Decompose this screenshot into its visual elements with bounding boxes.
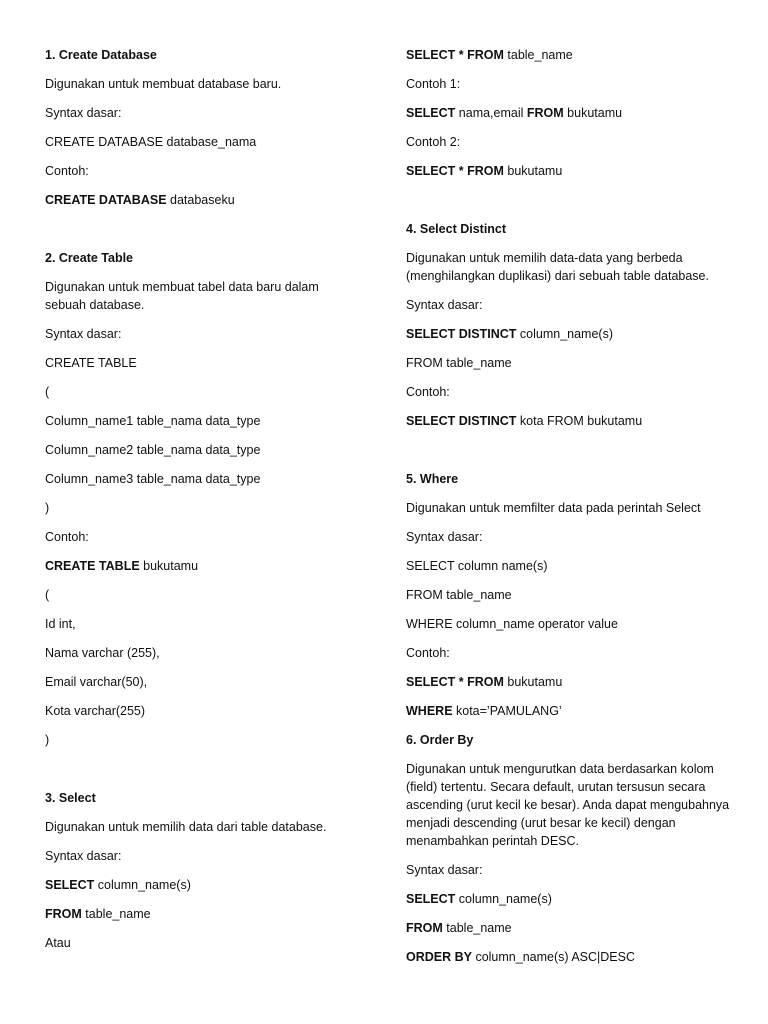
text-run: Contoh: — [406, 646, 450, 660]
code-line — [406, 919, 736, 948]
text-run: ) — [45, 501, 50, 515]
left-column — [45, 46, 345, 963]
bold-keyword: FROM — [406, 921, 443, 935]
text-run: Atau — [45, 936, 71, 950]
spacer — [406, 191, 736, 220]
spacer — [45, 220, 345, 249]
text-run: Column_name1 table_nama data_type — [45, 414, 261, 428]
text-run: bukutamu — [503, 164, 563, 178]
text-line — [45, 528, 345, 557]
text-run: Digunakan untuk memilih data-data yang berbeda (menghilangkan duplikasi) dari sebuah table database. — [406, 251, 709, 283]
text-run: kota=’PAMULANG’ — [452, 704, 562, 718]
text-run: Kota varchar(255) — [45, 704, 146, 718]
heading-select-distinct — [406, 220, 736, 249]
code-line — [45, 383, 345, 412]
code-line — [45, 673, 345, 702]
bold-keyword: FROM — [45, 907, 82, 921]
code-line — [45, 615, 345, 644]
bold-keyword: SELECT * FROM — [406, 164, 504, 178]
code-line — [406, 702, 736, 731]
text-line — [406, 133, 736, 162]
code-line — [406, 615, 736, 644]
code-line — [406, 890, 736, 919]
bold-keyword: SELECT — [45, 878, 95, 892]
text-line — [406, 861, 736, 890]
text-line — [406, 383, 736, 412]
text-run: Column_name3 table_nama data_type — [45, 472, 261, 486]
code-line — [45, 557, 345, 586]
text-run: FROM table_name — [406, 356, 512, 370]
text-run: FROM table_name — [406, 588, 512, 602]
code-line — [45, 133, 345, 162]
text-run: CREATE DATABASE database_nama — [45, 135, 257, 149]
heading-where — [406, 470, 736, 499]
text-run: bukutamu — [563, 106, 623, 120]
text-run: Contoh 1: — [406, 77, 461, 91]
text-line — [406, 296, 736, 325]
spacer — [406, 441, 736, 470]
bold-keyword: SELECT * FROM — [406, 48, 504, 62]
text-run: Syntax dasar: — [45, 327, 122, 341]
text-run: Digunakan untuk memilih data dari table database. — [45, 820, 327, 834]
text-run: Contoh: — [45, 164, 89, 178]
text-line — [406, 75, 736, 104]
code-line — [45, 412, 345, 441]
text-run: Id int, — [45, 617, 76, 631]
heading-order-by — [406, 731, 736, 760]
text-run: ) — [45, 733, 50, 747]
text-run: column_name(s) — [455, 892, 552, 906]
text-run: Syntax dasar: — [45, 849, 122, 863]
text-line — [406, 499, 736, 528]
text-run: ( — [45, 385, 50, 399]
text-run: kota FROM bukutamu — [516, 414, 643, 428]
text-line — [45, 75, 345, 104]
text-run: Email varchar(50), — [45, 675, 148, 689]
text-run: table_name — [81, 907, 151, 921]
text-line — [45, 818, 345, 847]
text-run: Syntax dasar: — [45, 106, 122, 120]
bold-keyword: 5. Where — [406, 472, 459, 486]
text-run: WHERE column_name operator value — [406, 617, 618, 631]
code-line — [406, 325, 736, 354]
code-line — [406, 46, 736, 75]
text-run: Contoh 2: — [406, 135, 461, 149]
bold-keyword: FROM — [526, 106, 564, 120]
text-run: SELECT column name(s) — [406, 559, 548, 573]
code-line — [45, 441, 345, 470]
bold-keyword: SELECT * FROM — [406, 675, 504, 689]
text-run: bukutamu — [139, 559, 199, 573]
bold-keyword: SELECT — [406, 106, 456, 120]
code-line — [45, 499, 345, 528]
text-line — [45, 325, 345, 354]
bold-keyword: 4. Select Distinct — [406, 222, 507, 236]
text-run: Digunakan untuk memfilter data pada perintah Select — [406, 501, 701, 515]
bold-keyword: 2. Create Table — [45, 251, 134, 265]
text-run: CREATE TABLE — [45, 356, 137, 370]
spacer — [45, 760, 345, 789]
bold-keyword: SELECT — [406, 892, 456, 906]
code-line — [406, 162, 736, 191]
text-run: Syntax dasar: — [406, 298, 483, 312]
code-line — [45, 702, 345, 731]
text-run: column_name(s) ASC|DESC — [471, 950, 636, 964]
text-paragraph — [45, 278, 345, 314]
text-run: Contoh: — [45, 530, 89, 544]
code-line — [406, 673, 736, 702]
text-paragraph — [406, 760, 736, 850]
heading-select — [45, 789, 345, 818]
heading-create-database — [45, 46, 345, 75]
text-run: column_name(s) — [94, 878, 191, 892]
code-line — [45, 191, 345, 220]
bold-keyword: ORDER BY — [406, 950, 472, 964]
text-run: Column_name2 table_nama data_type — [45, 443, 261, 457]
code-line — [406, 412, 736, 441]
text-run: ( — [45, 588, 50, 602]
text-line — [406, 528, 736, 557]
bold-keyword: SELECT DISTINCT — [406, 327, 517, 341]
text-run: nama,email — [455, 106, 527, 120]
code-line — [45, 354, 345, 383]
text-line — [45, 104, 345, 133]
text-run: column_name(s) — [516, 327, 613, 341]
text-run: Digunakan untuk mengurutkan data berdasarkan kolom (field) tertentu. Secara default, urutan tersusun secara ascending (urut kecil ke besar). Anda dapat mengubahnya menjadi descending (urut besar ke kecil) dengan menambahkan perintah DESC. — [406, 762, 730, 848]
code-line — [406, 586, 736, 615]
text-line — [45, 934, 345, 963]
text-run: Syntax dasar: — [406, 863, 483, 877]
text-run: table_name — [442, 921, 512, 935]
text-run: Contoh: — [406, 385, 450, 399]
code-line — [45, 644, 345, 673]
bold-keyword: CREATE DATABASE — [45, 193, 167, 207]
text-run: table_name — [503, 48, 573, 62]
code-line — [406, 104, 736, 133]
bold-keyword: CREATE TABLE — [45, 559, 140, 573]
bold-keyword: 3. Select — [45, 791, 96, 805]
code-line — [406, 354, 736, 383]
text-run: Nama varchar (255), — [45, 646, 160, 660]
text-line — [45, 847, 345, 876]
code-line — [45, 586, 345, 615]
code-line — [45, 876, 345, 905]
code-line — [45, 905, 345, 934]
text-run: bukutamu — [503, 675, 563, 689]
code-line — [45, 731, 345, 760]
right-column — [406, 46, 736, 977]
text-paragraph — [406, 249, 736, 285]
text-run: Digunakan untuk membuat database baru. — [45, 77, 282, 91]
text-run: databaseku — [166, 193, 235, 207]
code-line — [45, 470, 345, 499]
bold-keyword: SELECT DISTINCT — [406, 414, 517, 428]
text-run: Syntax dasar: — [406, 530, 483, 544]
text-line — [406, 644, 736, 673]
code-line — [406, 557, 736, 586]
bold-keyword: WHERE — [406, 704, 453, 718]
text-line — [45, 162, 345, 191]
text-run: Digunakan untuk membuat tabel data baru dalam sebuah database. — [45, 280, 319, 312]
code-line — [406, 948, 736, 977]
heading-create-table — [45, 249, 345, 278]
bold-keyword: 6. Order By — [406, 733, 474, 747]
bold-keyword: 1. Create Database — [45, 48, 157, 62]
